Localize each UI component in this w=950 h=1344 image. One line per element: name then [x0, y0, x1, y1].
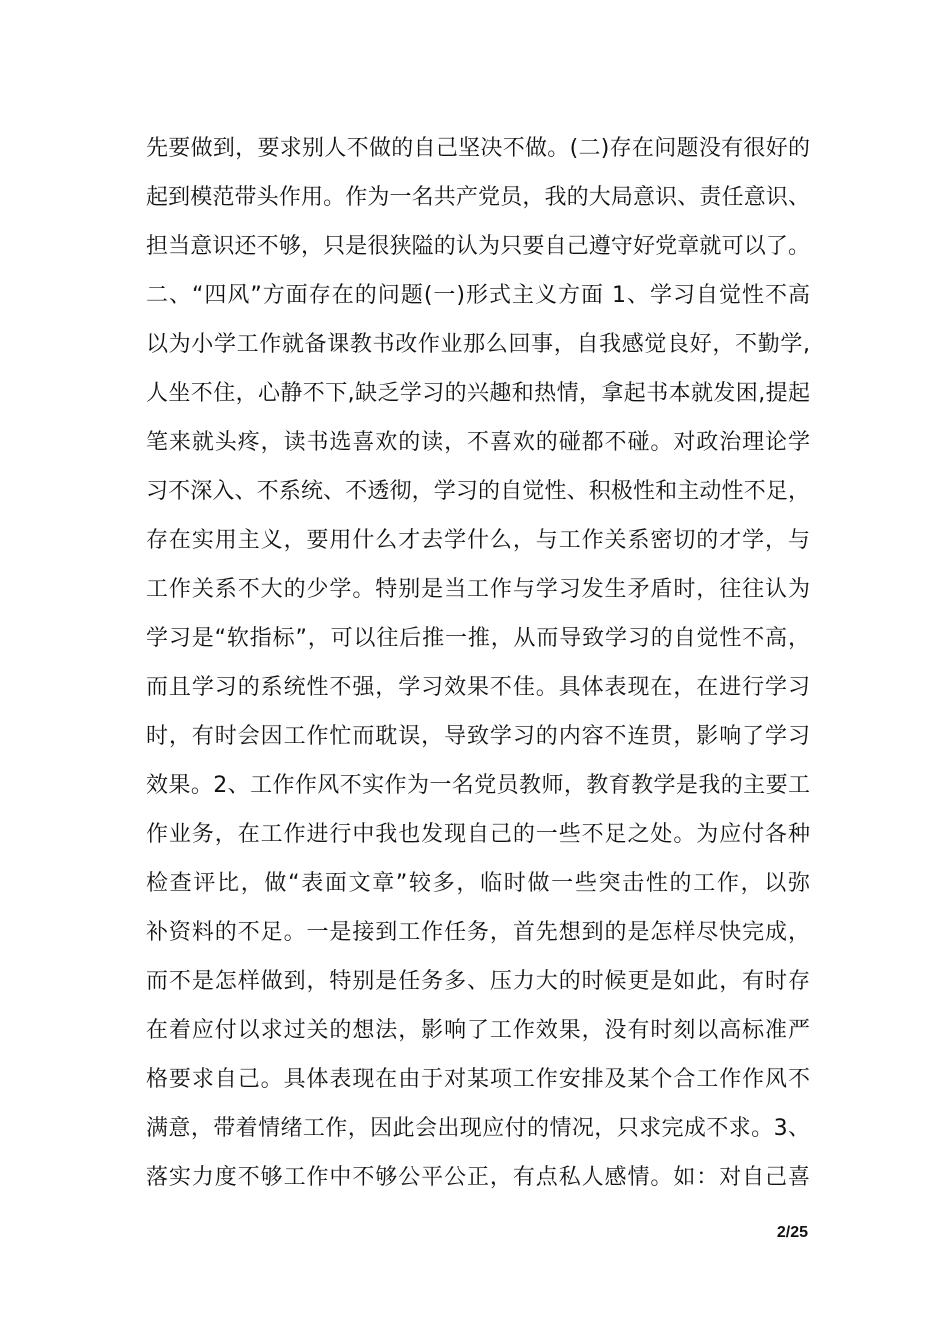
text-line: 起到模范带头作用。作为一名共产党员，我的大局意识、责任意识、: [146, 185, 810, 210]
text-line: 学习是“软指标”，可以往后推一推，从而导致学习的自觉性不高，: [146, 626, 810, 651]
text-line: 在着应付以求过关的想法，影响了工作效果，没有时刻以高标准严: [146, 1018, 810, 1043]
text-line: 人坐不住，心静不下,缺乏学习的兴趣和热情，拿起书本就发困,提起: [146, 381, 810, 406]
page-number: 2/25: [776, 1224, 808, 1241]
text-line: 存在实用主义，要用什么才去学什么，与工作关系密切的才学，与: [146, 528, 810, 553]
text-line: 格要求自己。具体表现在由于对某项工作安排及某个合工作作风不: [146, 1067, 810, 1092]
text-line: 效果。2、工作作风不实作为一名党员教师，教育教学是我的主要工: [146, 773, 810, 798]
text-line: 落实力度不够工作中不够公平公正，有点私人感情。如：对自己喜: [146, 1165, 810, 1190]
text-line: 担当意识还不够，只是很狭隘的认为只要自己遵守好党章就可以了。: [146, 234, 810, 259]
text-line: 以为小学工作就备课教书改作业那么回事，自我感觉良好，不勤学,: [146, 332, 810, 357]
text-line: 检查评比，做“表面文章”较多，临时做一些突击性的工作，以弥: [146, 871, 810, 896]
text-line: 而且学习的系统性不强，学习效果不佳。具体表现在，在进行学习: [146, 675, 810, 700]
text-line: 补资料的不足。一是接到工作任务，首先想到的是怎样尽快完成，: [146, 920, 810, 945]
text-line: 习不深入、不系统、不透彻，学习的自觉性、积极性和主动性不足，: [146, 479, 810, 504]
text-line: 作业务，在工作进行中我也发现自己的一些不足之处。为应付各种: [146, 822, 810, 847]
text-line: 先要做到，要求别人不做的自己坚决不做。(二)存在问题没有很好的: [146, 136, 810, 161]
body-text: [146, 124, 810, 1202]
text-line: 时，有时会因工作忙而耽误，导致学习的内容不连贯，影响了学习: [146, 724, 810, 749]
text-line: 二、“四风”方面存在的问题(一)形式主义方面 1、学习自觉性不高: [146, 283, 810, 308]
text-line: 满意，带着情绪工作，因此会出现应付的情况，只求完成不求。3、: [146, 1116, 810, 1141]
text-line: 笔来就头疼，读书选喜欢的读，不喜欢的碰都不碰。对政治理论学: [146, 430, 810, 455]
text-line: 工作关系不大的少学。特别是当工作与学习发生矛盾时，往往认为: [146, 577, 810, 602]
text-line: 而不是怎样做到，特别是任务多、压力大的时候更是如此，有时存: [146, 969, 810, 994]
